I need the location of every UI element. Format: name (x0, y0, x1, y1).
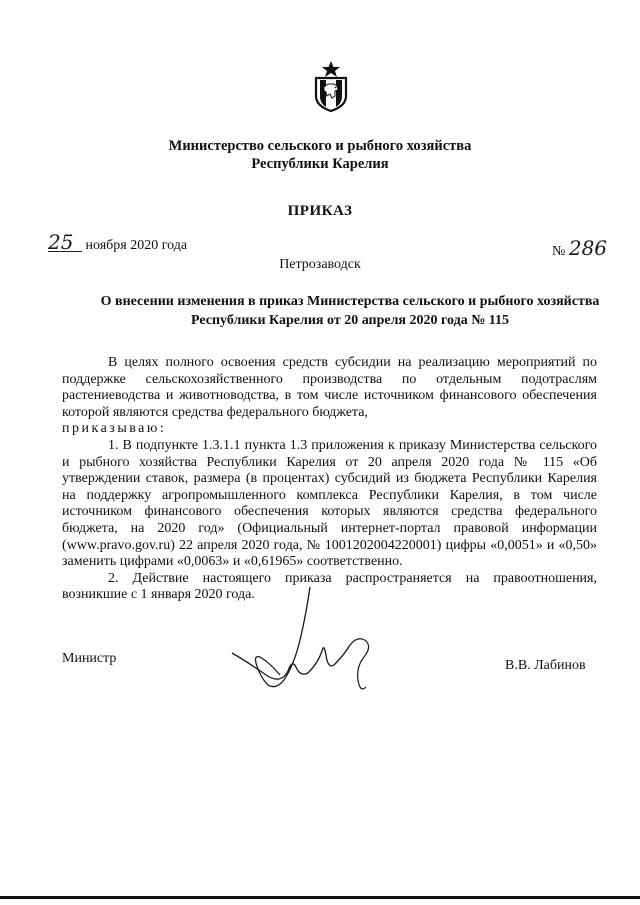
item-1-paragraph: 1. В подпункте 1.3.1.1 пункта 1.3 приложения к приказу Министерства сельского и рыбного хозяйства Республики Карелия от 20 апреля 2020 года № 115 «Об утверждении ставок, размера (в процентах) субсидий из бюджета Республики Карелия на поддержку агропромышленного комплекса Республики Карелия, в том числе источником финансового обеспечения которых являются средства федерального бюджета, на 2020 год» (Официальный интернет-портал правовой информации (www.pravo.gov.ru) 22 апреля 2020 года, № 1001202004220001) цифры «0,0051» и «0,50» заменить цифрами «0,0063» и «0,61965» соответственно. (62, 437, 597, 570)
ministry-name-line1: Министерство сельского и рыбного хозяйства (168, 138, 472, 154)
document-date (48, 230, 188, 254)
order-word: приказываю: (62, 421, 167, 437)
signatory-name: В.В. Лабинов (505, 658, 586, 673)
document-body (62, 355, 597, 604)
date-month-year: ноября 2020 года (85, 238, 188, 253)
document-city: Петрозаводск (279, 257, 361, 272)
date-day-handwritten: 25 (48, 233, 82, 252)
karelia-coat-of-arms-icon (312, 60, 350, 112)
number-prefix: № (552, 244, 566, 259)
page-bottom-edge (0, 896, 640, 899)
ministry-name-line2: Республики Карелия (251, 156, 389, 172)
document-type: ПРИКАЗ (287, 203, 353, 219)
signatory-position: Министр (62, 651, 117, 666)
document-title: О внесении изменения в приказ Министерства сельского и рыбного хозяйства Республики Карелия от 20 апреля 2020 года № 115 (100, 294, 600, 328)
handwritten-signature-icon (226, 585, 386, 695)
item-2-paragraph: 2. Действие настоящего приказа распространяется на правоотношения, возникшие с 1 января 2020 года. (62, 570, 597, 603)
preamble-paragraph: В целях полного освоения средств субсидии на реализацию мероприятий по поддержке сельскохозяйственного производства по отдельным подотраслям растениеводства и животноводства, в том числе источником финансового обеспечения которой являются средства федерального бюджета, (62, 355, 597, 420)
number-handwritten: 286 (568, 236, 608, 260)
